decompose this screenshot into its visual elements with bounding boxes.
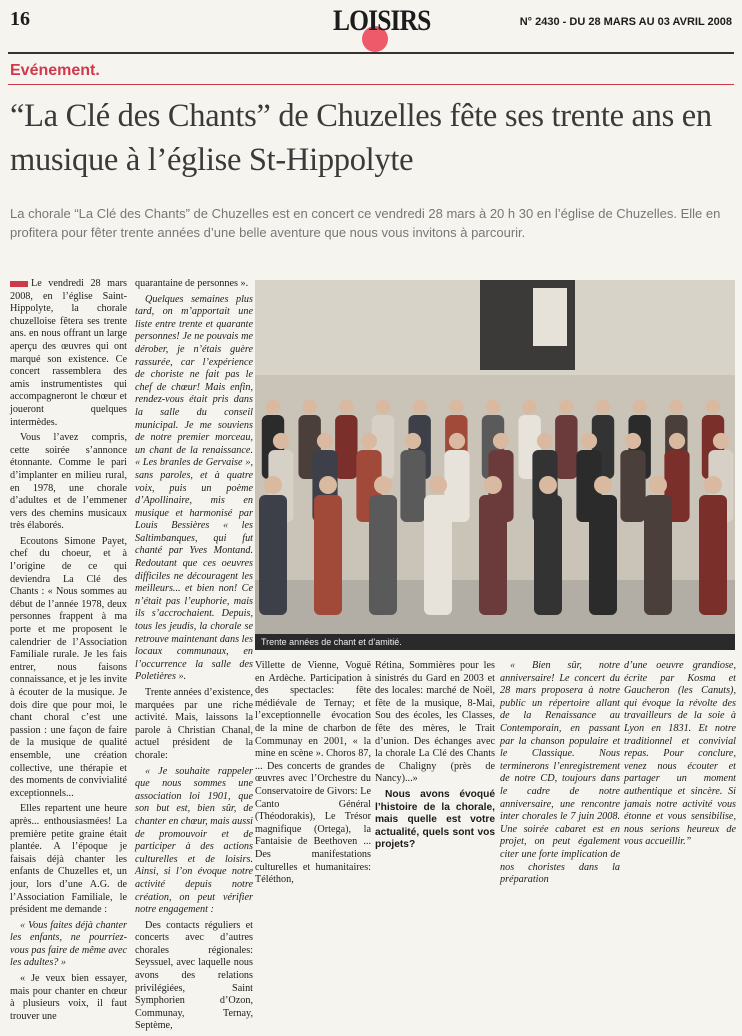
paragraph: d’une oeuvre grandiose, écrite par Kosma et Gaucheron (les Canuts), qui évoque la révolte des travailleurs de la soie à Lyon en 1831. Et notre traditionnel et convivial repas. Pour conclure, venez nous écouter et partager un moment authentique et sincère. Si jamais notre activité vous étonne et vous sensibilise, nous serions heureux de vous accueillir.” (624, 660, 736, 848)
headline: “La Clé des Chants” de Chuzelles fête ses trente ans en musique à l’église St-Hippolyte (10, 98, 712, 178)
photo-caption: Trente années de chant et d’amitié. (255, 634, 735, 650)
paragraph: « Vous faites déjà chanter les enfants, ne pourriez-vous pas faire de même avec les adultes? » (10, 919, 127, 969)
issue-line: N° 2430 - DU 28 MARS AU 03 AVRIL 2008 (519, 16, 732, 28)
paragraph: quarantaine de personnes ». (135, 278, 249, 289)
paragraph: Villette de Vienne, Voguë en Ardèche. Participation à des spectacles: fête médiévale de Ternay; et l’exceptionnelle évocation de la mine de charbon de Communay en 2001, « la mine en scène ». Choros 87, ... Des concerts de grandes œuvres avec l’Orchestre du Conservatoire de Givors: Le Canto Général (Théodorakis), Le Trésor magnifique (Ortega), la Fantaisie de Beethoven ... Des manifestations culturelles et humanitaires: Téléthon, (255, 660, 371, 886)
column-6 (624, 660, 736, 852)
paragraph: Ecoutons Simone Payet, chef du choeur, et à l’origine de ce qui deviendra La Clé des Chants : « Nous sommes au début de l’année 1978, deux personnes frappent à ma porte et me proposent le calendrier de l’Association Familiale rurale. Je les fais entrer, nous faisons connaissance, et je les invite à écouter de la musique. Je dois dire que pour moi, le chant choral c’est une passion : une façon de faire de la musique de qualité ensemble, une création collective, une thérapie et des moments de convivialité exceptionnels... (10, 535, 127, 799)
paragraph: « Bien sûr, notre anniversaire! Le concert du 28 mars proposera à notre public un répertoire allant de la Renaissance au Contemporain, en passant par la chanson populaire et le Classique. Nous terminerons l’enregistrement de notre CD, toujours dans le cadre de notre anniversaire, une rencontre inter chorales le 7 juin 2008. Une soirée cabaret est en projet, on peut également citer une forte implication de nos choristes dans la préparation (500, 660, 620, 886)
paragraph: Trente années d’existence, marquées par une riche activité. Mais, laissons la parole à Christian Chanal, actuel président de la chorale: (135, 687, 253, 761)
paragraph: « Je veux bien essayer, mais pour chanter en chœur à plusieurs voix, il faut trouver une (10, 973, 127, 1022)
group-photo-illustration (255, 280, 735, 650)
rubric-title: LOISIRS (333, 4, 431, 37)
paragraph: Vous l’avez compris, cette soirée s’annonce étonnante. Comme le pari d’implanter en milieu rural, en 1978, une chorale d’adultes et de l’emmener vers des chemins musicaux très élaborés. (10, 432, 127, 532)
column-1 (10, 278, 127, 1026)
kicker: Evénement. (10, 62, 100, 79)
kicker-rule (8, 84, 734, 85)
question: Nous avons évoqué l’histoire de la chorale, mais quelle est votre actualité, quels sont vos projets? (375, 788, 495, 851)
paragraph: Elles repartent une heure après... enthousiasmées! La première petite graine était plantée. A l’époque je faisais déjà chanter les enfants de Chuzelles et, un jour, lors d’une A.G. de l’Association Familiale, le président me demande : (10, 803, 127, 916)
paragraph: Des contacts réguliers et concerts avec d’autres chorales régionales: Seyssuel, avec laquelle nous avons des relations privilégiées, Saint Symphorien d’Ozon, Communay, Ternay, Septème, (135, 919, 253, 1032)
top-rule (8, 52, 734, 54)
page-number: 16 (10, 8, 30, 30)
standfirst: La chorale “La Clé des Chants” de Chuzelles est en concert ce vendredi 28 mars à 20 h 30 en l’église de Chuzelles. Elle en profitera pour fêter trente années d’une belle aventure que nous vous invitons à parcourir. (10, 206, 721, 240)
paragraph: « Je souhaite rappeler que nous sommes une association loi 1901, que son but est, bien sûr, de chanter en chœur, mais aussi de promouvoir et de participer à des actions culturelles et de loisirs. Ainsi, si l’on évoque notre activité depuis notre création, on peut vérifier notre engagement : (135, 765, 254, 916)
paragraph: Quelques semaines plus tard, on m’apportait une liste entre trente et quarante personnes! Je ne pouvais me dérober, je n’étais guère rassurée, car l’expérience de choriste ne fait pas le chef de chœur! Mais enfin, rendez-vous était pris dans la salle du conseil municipal. Je me souviens de notre premier morceau, un chant de la renaissance. « Les branles de Gervaise », sans paroles, et à quatre voix, puis un poème d’Apollinaire, mis en musique et harmonisé par Louis Bessières « les Saltimbanques, qui fut chanté par Yves Montand. Redoutant que ces oeuvres difficiles ne découragent les meilleurs... et bien non! Ce n’était pas l’euphorie, mais ils s’accrochaient. Depuis, tous les jeudis, la chorale se retrouve maintenant dans les locaux communaux, en l’occurrence la salle des Poletières ». (135, 293, 253, 683)
group-photo (255, 280, 735, 650)
column-2 (135, 278, 253, 1036)
column-5 (500, 660, 620, 890)
paragraph: Le vendredi 28 mars 2008, en l’église Saint-Hippolyte, la chorale chuzelloise fêtera ses trente ans. en nous offrant un large aperçu des œuvres qui ont marqué son existence. Ce concert rassemblera des amis instrumentistes qui accompagneront le chœur et joueront quelques intermèdes. (10, 278, 127, 428)
column-3 (255, 660, 371, 890)
column-4 (375, 660, 495, 855)
paragraph: Rétina, Sommières pour les sinistrés du Gard en 2003 et des locales: marché de Noël, fête de la musique, 8-Mai, Sou des écoles, les Classes, fête des mères, le Trait d’union. Des échanges avec la chorale La Clé des Chants de Chaligny (près de Nancy)...» (375, 660, 495, 785)
lead-marker (10, 281, 28, 287)
